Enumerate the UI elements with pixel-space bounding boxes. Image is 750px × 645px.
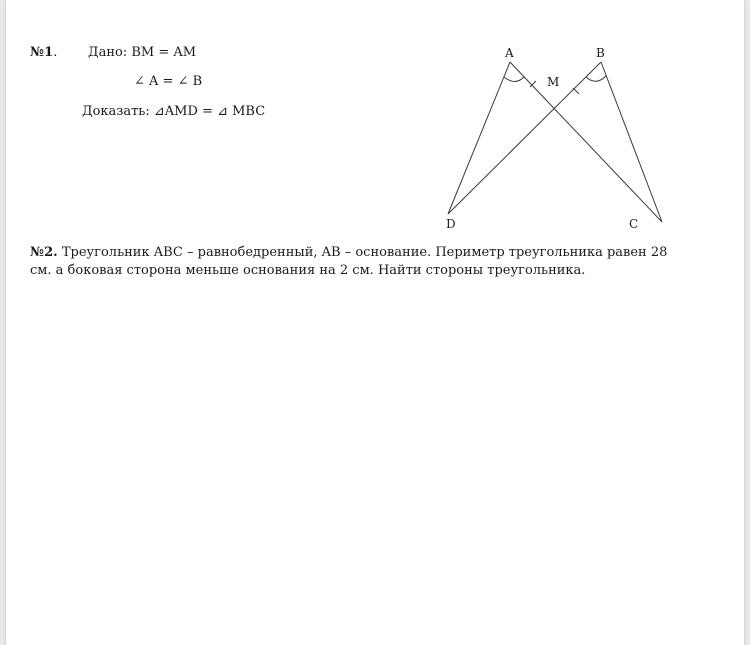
problem1-given: Дано: BM = AM bbox=[88, 45, 197, 60]
label-a: A bbox=[505, 46, 514, 60]
angle-arc-b bbox=[586, 76, 606, 81]
problem1-number-dot: . bbox=[53, 45, 58, 60]
geometry-diagram bbox=[6, 0, 744, 645]
document-page bbox=[6, 0, 744, 645]
problem1-number: №1 bbox=[30, 45, 54, 60]
segment-ac bbox=[510, 62, 662, 222]
angle-arc-a bbox=[504, 77, 524, 82]
problem1-angle-equality: ∠ A = ∠ B bbox=[134, 74, 203, 89]
tick-bm bbox=[573, 88, 579, 94]
problem2-paragraph bbox=[30, 244, 670, 280]
problem2-text: Треугольник ABC – равнобедренный, AB – основание. Периметр треугольника равен 28 см. а боковая сторона меньше основания на 2 см. Найти стороны треугольника. bbox=[30, 245, 668, 278]
segment-bd bbox=[448, 62, 601, 214]
problem2-number: №2. bbox=[30, 245, 58, 260]
problem1-prove: Доказать: ⊿AMD = ⊿ MBC bbox=[82, 104, 266, 119]
label-b: B bbox=[596, 46, 605, 60]
label-c: C bbox=[629, 217, 639, 231]
label-m: M bbox=[547, 75, 560, 89]
segment-bc bbox=[601, 62, 662, 222]
label-d: D bbox=[446, 217, 456, 231]
segment-ad bbox=[448, 62, 510, 214]
